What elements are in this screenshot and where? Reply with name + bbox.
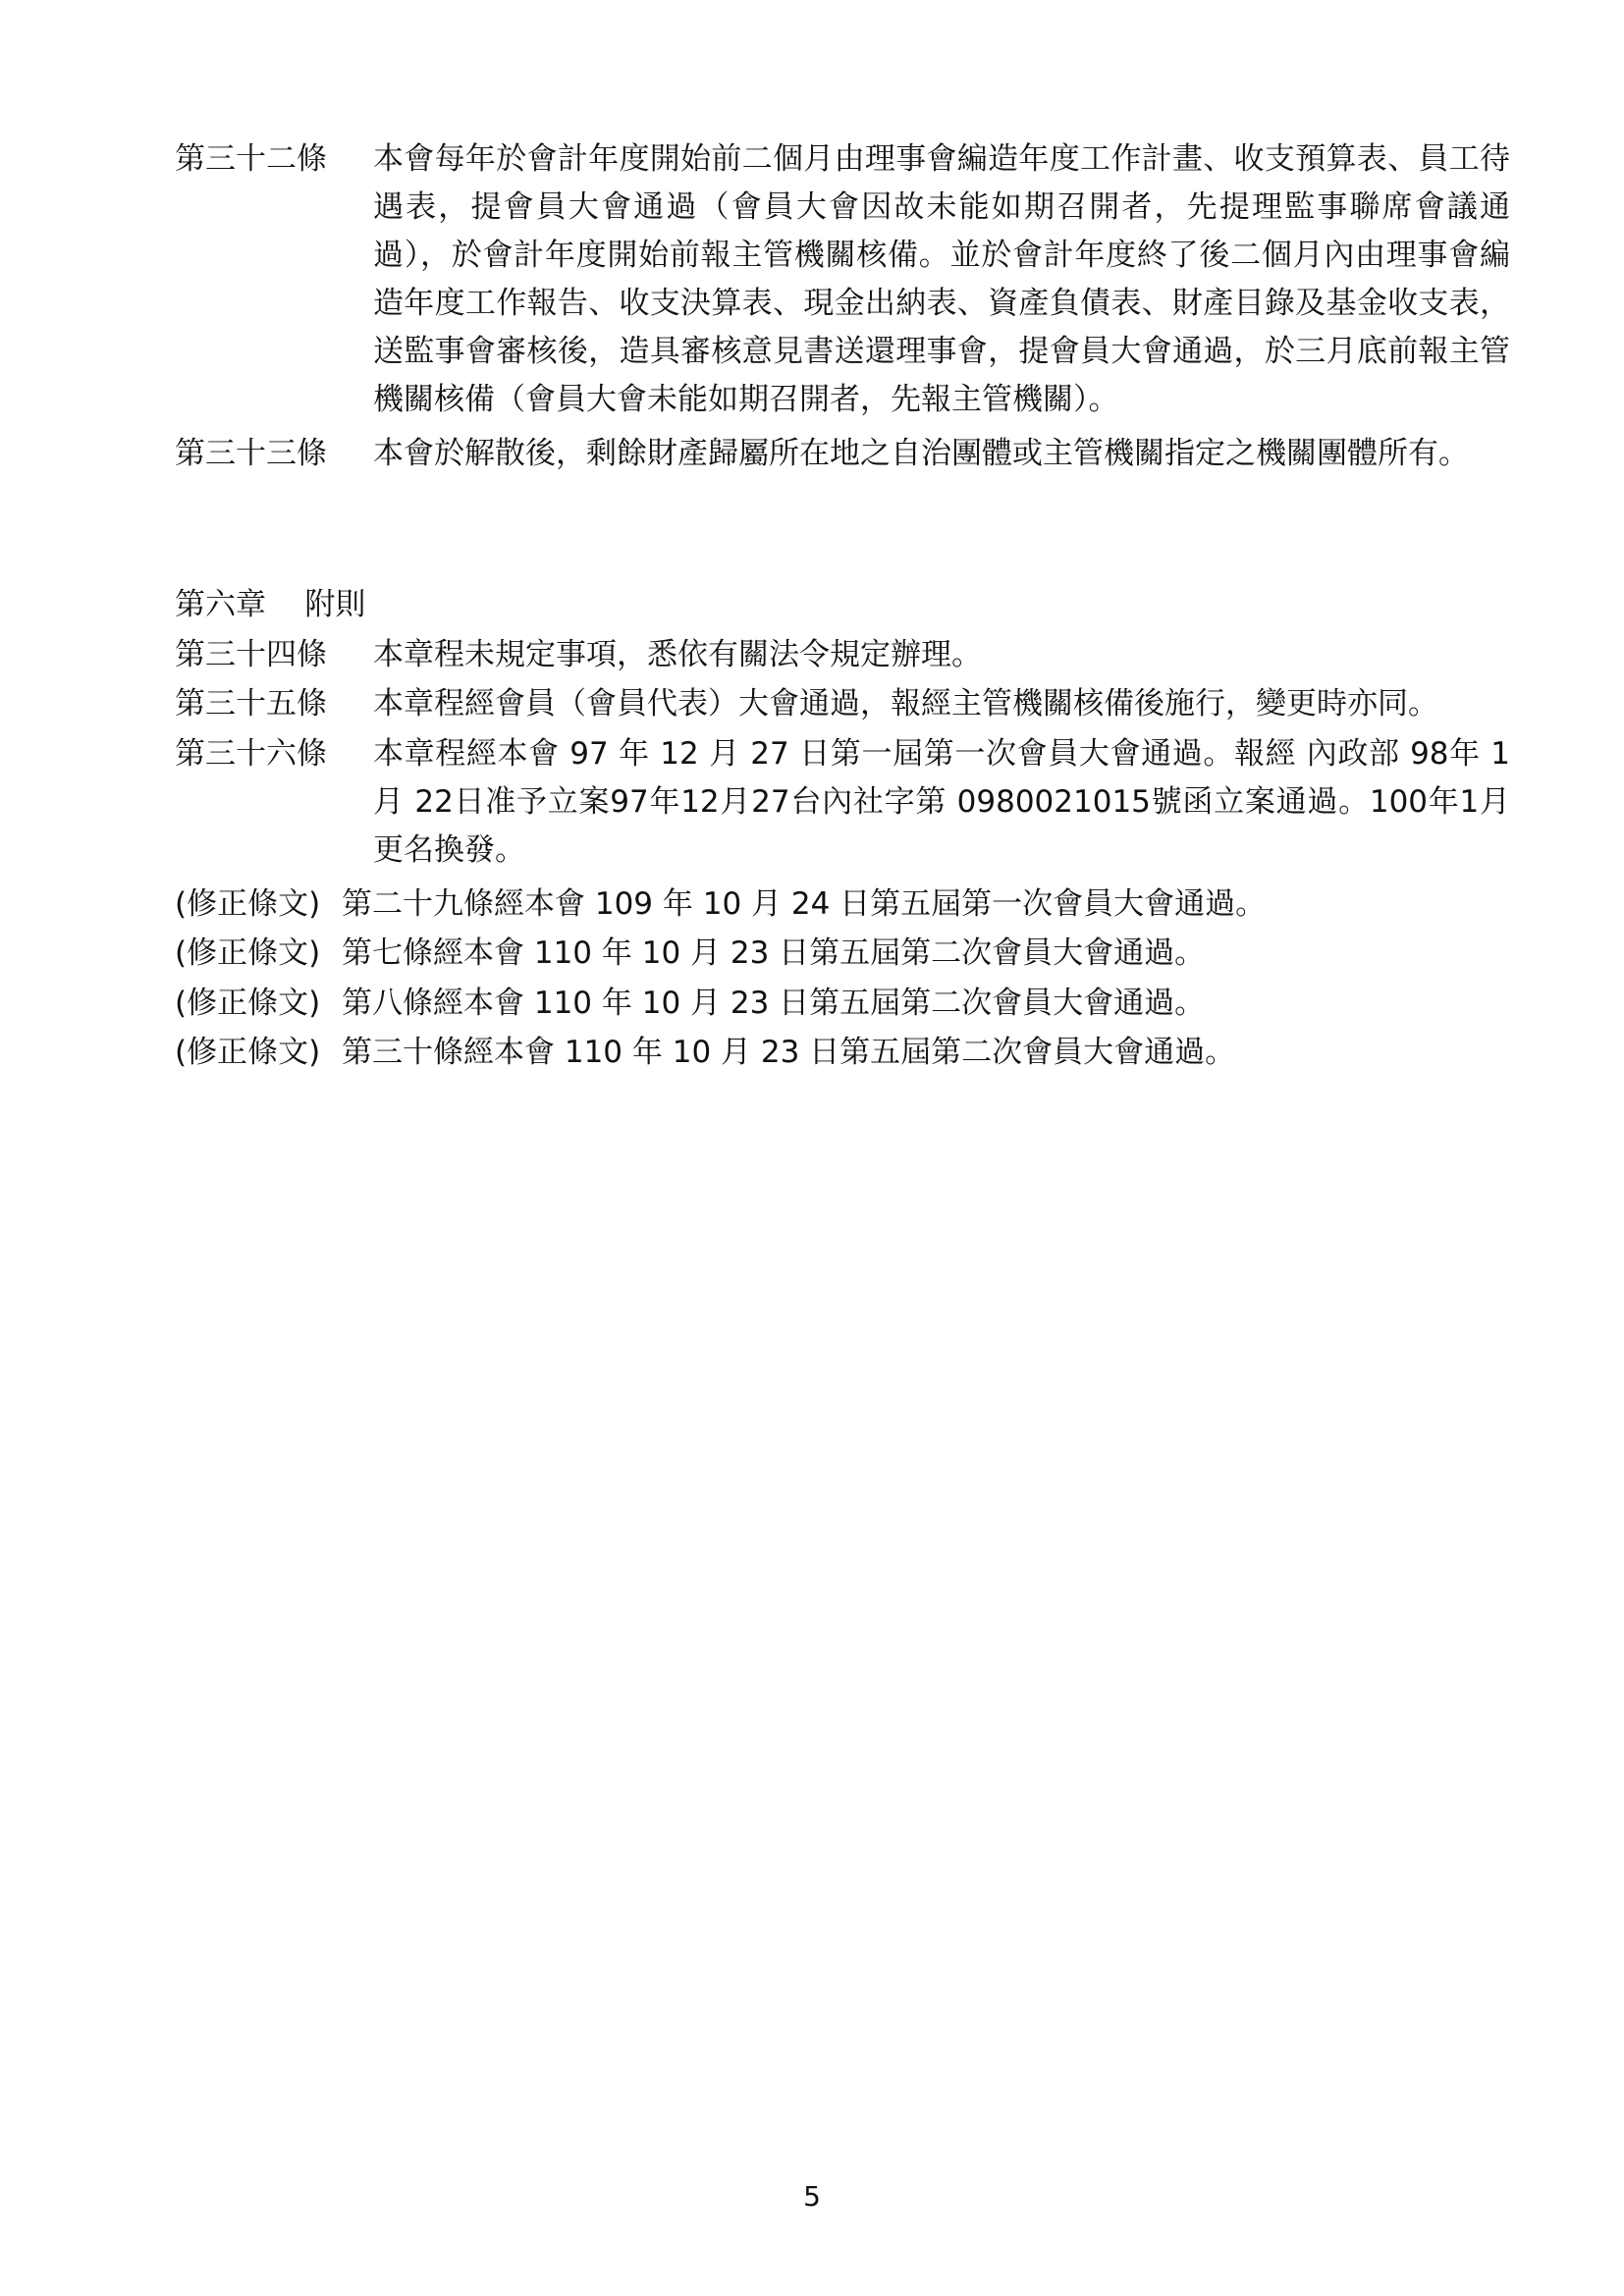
article-text: 本會每年於會計年度開始前二個月由理事會編造年度工作計畫、收支預算表、員工待遇表，提會員大會通過（會員大會因故未能如期召開者，先提理監事聯席會議通過），於會計年度開始前報主管機關核備。並於會計年度終了後二個月內由理事會編造年度工作報告、收支決算表、現金出納表、資產負債表、財產目錄及基金收支表，送監事會審核後，造具審核意見書送還理事會，提會員大會通過，於三月底前報主管機關核備（會員大會未能如期召開者，先報主管機關）。 [373,141,1510,417]
article-34 [175,631,1510,679]
chapter-heading [175,581,365,629]
revision-text: 第二十九條經本會 109 年 10 月 24 日第五屆第一次會員大會通過。 [342,886,1267,922]
article-32 [175,135,1510,424]
revision-text: 第三十條經本會 110 年 10 月 23 日第五屆第二次會員大會通過。 [342,1035,1236,1070]
article-35 [175,680,1510,728]
article-text: 本章程經會員（會員代表）大會通過，報經主管機關核備後施行，變更時亦同。 [373,686,1438,721]
article-text: 本章程未規定事項，悉依有關法令規定辦理。 [373,637,982,672]
revision-label: (修正條文) [175,1035,321,1070]
revision-text: 第七條經本會 110 年 10 月 23 日第五屆第二次會員大會通過。 [342,935,1206,971]
article-label: 第三十四條 [175,637,327,672]
chapter-title: 附則 [304,587,366,622]
page-number: 5 [803,2180,821,2213]
revision-text: 第八條經本會 110 年 10 月 23 日第五屆第二次會員大會通過。 [342,986,1206,1021]
revision-label: (修正條文) [175,986,321,1021]
article-label: 第三十二條 [175,141,327,177]
revision-note [175,930,1510,978]
article-label: 第三十三條 [175,436,327,471]
article-label: 第三十五條 [175,686,327,721]
article-label: 第三十六條 [175,736,327,772]
revision-note [175,1029,1510,1077]
article-33 [175,430,1510,478]
article-36 [175,730,1510,875]
chapter-number: 第六章 [175,587,266,622]
revision-label: (修正條文) [175,935,321,971]
revision-note [175,980,1510,1028]
revision-note [175,881,1510,929]
article-text: 本章程經本會 97 年 12 月 27 日第一屆第一次會員大會通過。報經 內政部 98年 1月 22日准予立案97年12月27台內社字第 0980021015號函立案通過。100年1月更名換發。 [373,736,1510,868]
article-text: 本會於解散後，剩餘財產歸屬所在地之自治團體或主管機關指定之機關團體所有。 [373,436,1469,471]
revision-label: (修正條文) [175,886,321,922]
